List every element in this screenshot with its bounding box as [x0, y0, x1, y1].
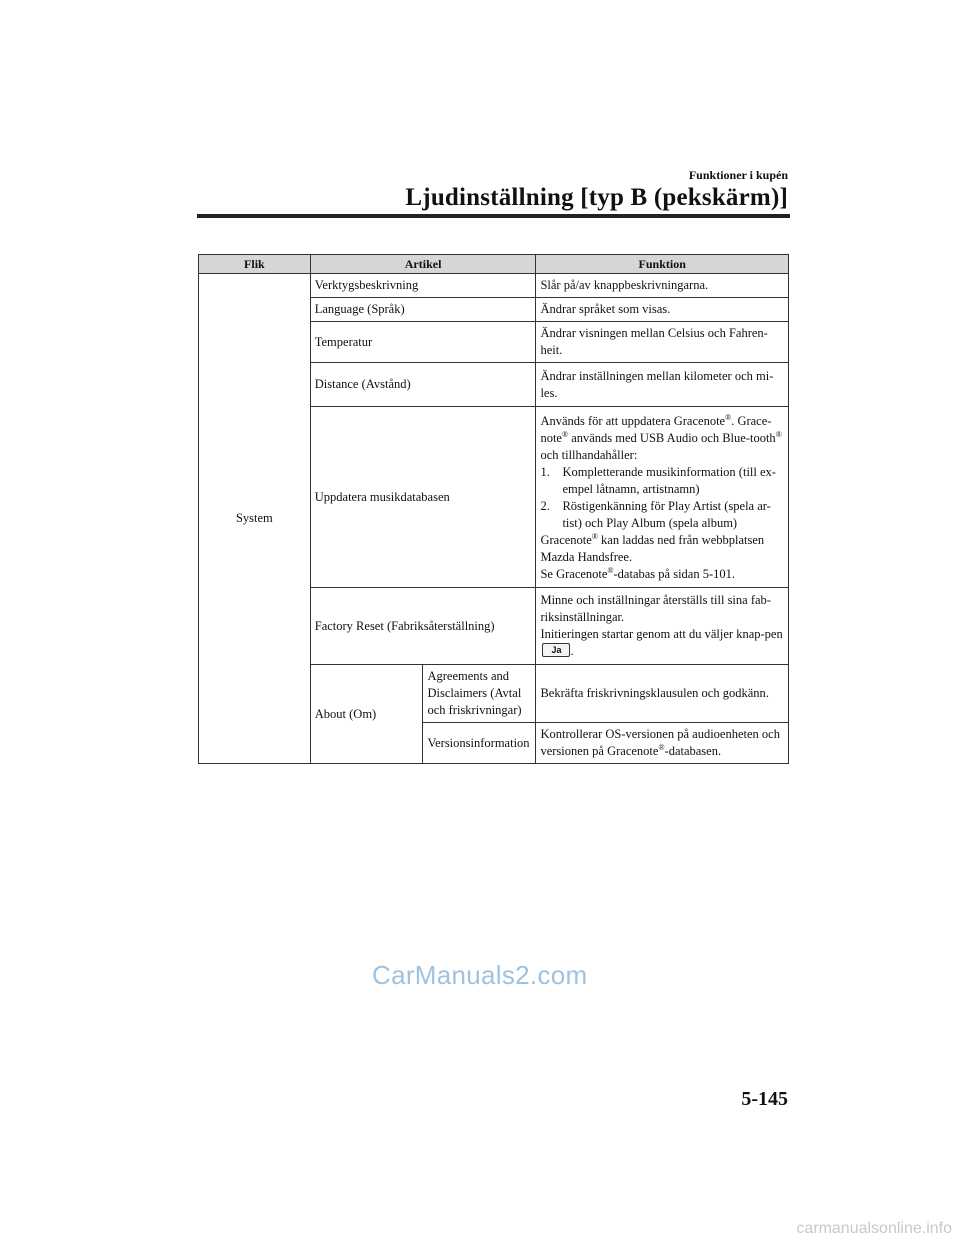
function-cell: Ändrar språket som visas. [536, 298, 789, 322]
music-db-download [540, 532, 784, 566]
text-segment: . [570, 644, 574, 658]
registered-mark: ® [775, 429, 782, 439]
text-segment: kan laddas ned från webbplatsen Mazda Handsfree. [540, 533, 765, 564]
registered-mark: ® [561, 429, 569, 439]
function-cell [536, 407, 789, 588]
subitem-cell: Versionsinformation [423, 723, 536, 764]
step-number: 1. [540, 465, 550, 479]
function-cell: Bekräfta friskrivningsklausulen och godkänn. [536, 665, 789, 723]
text-segment: Används för att uppdatera Gracenote [540, 414, 726, 428]
text-segment: . Grace-note [540, 414, 772, 445]
footer-site-watermark: carmanualsonline.info [796, 1220, 952, 1237]
item-cell: Uppdatera musikdatabasen [310, 407, 536, 588]
list-item [540, 464, 784, 498]
function-cell: Slår på/av knappbeskrivningarna. [536, 274, 789, 298]
step-text: Kompletterande musikinformation (till ex-empel låtnamn, artistnamn) [562, 465, 776, 496]
column-header-tab: Flik [199, 255, 311, 274]
title-rule [197, 214, 790, 218]
ja-button-glyph: Ja [542, 643, 570, 657]
table-header-row [199, 255, 789, 274]
watermark-logo: CarManuals2.com [372, 960, 588, 990]
table-row [199, 274, 789, 298]
text-segment: Se Gracenote [540, 567, 608, 581]
item-cell: Temperatur [310, 322, 536, 363]
settings-table [198, 254, 789, 764]
item-cell: Distance (Avstånd) [310, 363, 536, 407]
item-cell: Language (Språk) [310, 298, 536, 322]
function-cell [536, 588, 789, 665]
registered-mark: ® [591, 531, 598, 541]
text-segment: och tillhandahåller: [540, 448, 638, 462]
item-cell: Factory Reset (Fabriksåterställning) [310, 588, 536, 665]
item-cell-about: About (Om) [310, 665, 423, 764]
list-item [540, 498, 784, 532]
function-cell: Ändrar visningen mellan Celsius och Fahren-heit. [536, 322, 789, 363]
music-db-reference [540, 566, 784, 583]
music-db-intro [540, 413, 784, 464]
registered-mark: ® [607, 565, 614, 575]
section-label: Funktioner i kupén [688, 168, 788, 182]
column-header-function: Funktion [536, 255, 789, 274]
step-list [540, 464, 784, 532]
subitem-cell: Agreements and Disclaimers (Avtal och friskrivningar) [423, 665, 536, 723]
item-cell: Verktygsbeskrivning [310, 274, 536, 298]
factory-reset-description: Minne och inställningar återställs till sina fab-riksinställningar. [540, 593, 771, 624]
registered-mark: ® [725, 412, 732, 422]
function-cell: Ändrar inställningen mellan kilometer och mi-les. [536, 363, 789, 407]
text-segment: Kontrollerar OS-versionen på audioenheten och versionen på Gracenote [540, 727, 780, 758]
text-segment: används med USB Audio och Blue-tooth [568, 431, 776, 445]
tab-cell-system: System [199, 274, 311, 764]
page-title: Ljudinställning [typ B (pekskärm)] [405, 184, 788, 211]
text-segment: -databasen. [664, 744, 722, 758]
step-number: 2. [540, 499, 550, 513]
page-number: 5-145 [741, 1088, 788, 1110]
column-header-item: Artikel [310, 255, 536, 274]
factory-reset-instruction [540, 626, 784, 660]
registered-mark: ® [658, 742, 665, 752]
text-segment: Initieringen startar genom att du väljer knap-pen [540, 627, 783, 641]
text-segment: Gracenote [540, 533, 592, 547]
function-cell [536, 723, 789, 764]
text-segment: -databas på sidan 5-101. [613, 567, 736, 581]
step-text: Röstigenkänning för Play Artist (spela ar-tist) och Play Album (spela album) [562, 499, 771, 530]
